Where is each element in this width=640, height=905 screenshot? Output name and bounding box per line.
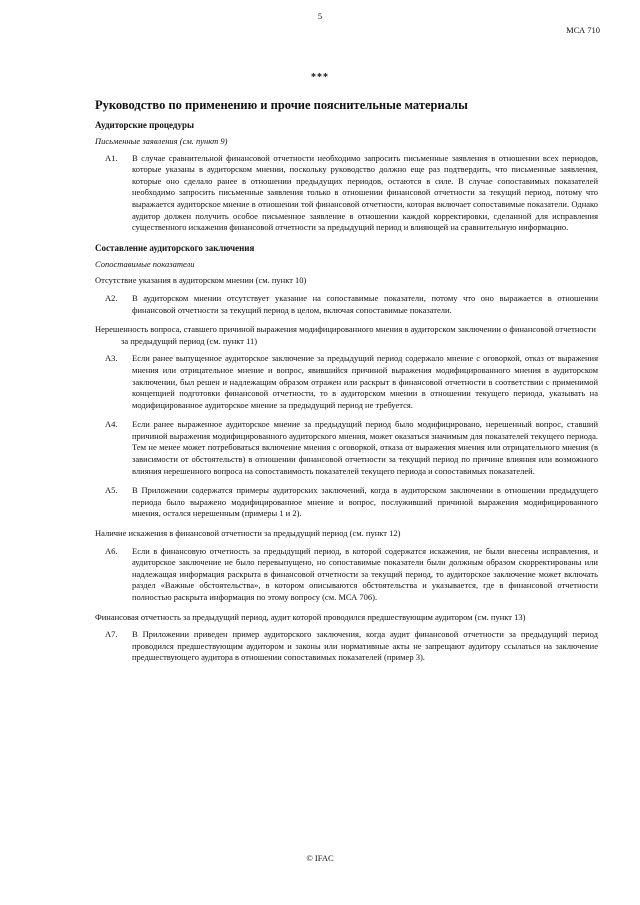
- paragraph-a6: [95, 546, 598, 604]
- paragraph-text: Если ранее выраженное аудиторское мнение за предыдущий период было модифицировано, нерешенный вопрос, ставший причиной выражения модифицированного аудиторского мнения, может оказаться значимым для показателей текущего периода. Тем не менее может потребоваться включение мнения с оговоркой, отказа от выражения мнения или отрицательного мнения (в зависимости от обстоятельств) в отношении финансовой отчетности за текущий период по причине влияния или возможного влияния нерешенного вопроса на сопоставимость показателей текущего периода и сопоставимых показателей.: [132, 419, 598, 476]
- subheading-written-representations: Письменные заявления (см. пункт 9): [95, 136, 228, 146]
- block-heading-predecessor-auditor: Финансовая отчетность за предыдущий период, аудит которой проводился предшествующим аудитором (см. пункт 13): [95, 611, 526, 622]
- block-heading-no-reference: Отсутствие указания в аудиторском мнении (см. пункт 10): [95, 275, 307, 286]
- paragraph-number: A5.: [105, 485, 118, 496]
- document-body: [95, 98, 598, 672]
- paragraph-text: В Приложении приведен пример аудиторского заключения, когда аудит финансовой отчетности за предыдущий период проводился предшествующим аудитором и законы или нормативные акты не запрещают аудитору ссылаться на заключение предшествующего аудитора в отношении сопоставимых показателей (пример 3).: [132, 629, 598, 663]
- subheading-corresponding-figures: Сопоставимые показатели: [95, 258, 195, 269]
- paragraph-text: В случае сравнительной финансовой отчетности необходимо запросить письменные заявления в отношении всех периодов, которые указаны в аудиторском мнении, поскольку руководство должно еще раз подтвердить, что письменные заявления, которые оно сделало ранее в отношении предыдущих периодов, остаются в силе. В случае сопоставимых показателей необходимо запросить письменные заявления только в отношении финансовой отчетности за текущий период, потому что выражается аудиторское мнение в отношении той финансовой отчетности, которая включает сопоставимые показатели. Однако аудитор должен получить особое письменное заявление в отношении каждой корректировки, сделанной для исправления существенного искажения финансовой отчетности за предыдущий период и влияющей на сравнительную информацию.: [132, 152, 598, 233]
- block-heading-unresolved-matter: Нерешенность вопроса, ставшего причиной выражения модифицированного мнения в аудиторском заключении о финансовой отчетности за предыдущий период (см. пункт 11): [95, 324, 596, 346]
- page-number: 5: [317, 11, 323, 21]
- paragraph-number: A4.: [105, 419, 118, 430]
- paragraph-a1: [95, 153, 598, 234]
- page-title: Руководство по применению и прочие пояснительные материалы: [95, 98, 468, 112]
- paragraph-text: В аудиторском мнении отсутствует указание на сопоставимые показатели, потому что оно выражается в отношении финансовой отчетности за текущий период в целом, включая сопоставимые показатели.: [132, 292, 598, 315]
- paragraph-a4: [95, 419, 598, 477]
- paragraph-number: A1.: [105, 152, 118, 163]
- section-heading-audit-procedures: Аудиторские процедуры: [95, 120, 194, 130]
- copyright-footer: © IFAC: [306, 853, 334, 863]
- paragraph-a2: [95, 293, 598, 316]
- paragraph-number: A3.: [105, 353, 118, 364]
- paragraph-a5: [95, 485, 598, 520]
- section-heading-report: Составление аудиторского заключения: [95, 242, 255, 253]
- paragraph-number: A7.: [105, 629, 118, 640]
- paragraph-text: Если в финансовую отчетность за предыдущий период, в которой содержатся искажения, не были внесены исправления, и аудиторское заключение не было перевыпущено, но сопоставимые показатели были должным образом скорректированы или надлежащая информация раскрыта в финансовой отчетности за текущий период, то аудиторское заключение может включать раздел «Важные обстоятельства», в котором описываются обстоятельства и указывается, где в финансовой отчетности полностью раскрыта информация по этому вопросу (см. МСА 706).: [132, 545, 598, 602]
- document-code: МСА 710: [566, 25, 600, 35]
- block-heading-misstatement: Наличие искажения в финансовой отчетности за предыдущий период (см. пункт 12): [95, 528, 401, 539]
- paragraph-text: Если ранее выпущенное аудиторское заключение за предыдущий период содержало мнение с оговоркой, отказ от выражения мнения или отрицательное мнение и вопрос, явившийся причиной выражения модифицированного мнения в аудиторском заключении, был решен и надлежащим образом отражен или раскрыт в финансовой отчетности в соответствии с применимой концепцией подготовки финансовой отчетности, то в аудиторском мнении в отношении текущего периода, указывать на модифицированное аудиторское мнение за предыдущий период не требуется.: [132, 353, 598, 410]
- section-separator: ***: [311, 72, 329, 83]
- paragraph-number: A6.: [105, 545, 118, 556]
- paragraph-a3: [95, 353, 598, 411]
- paragraph-a7: [95, 629, 598, 664]
- paragraph-text: В Приложении содержатся примеры аудиторских заключений, когда в аудиторском заключении в отношении предыдущего периода было выражено модифицированное мнение и вопрос, послуживший причиной выражения модифицированного мнения, остался нерешенным (примеры 1 и 2).: [132, 485, 598, 519]
- paragraph-number: A2.: [105, 292, 118, 303]
